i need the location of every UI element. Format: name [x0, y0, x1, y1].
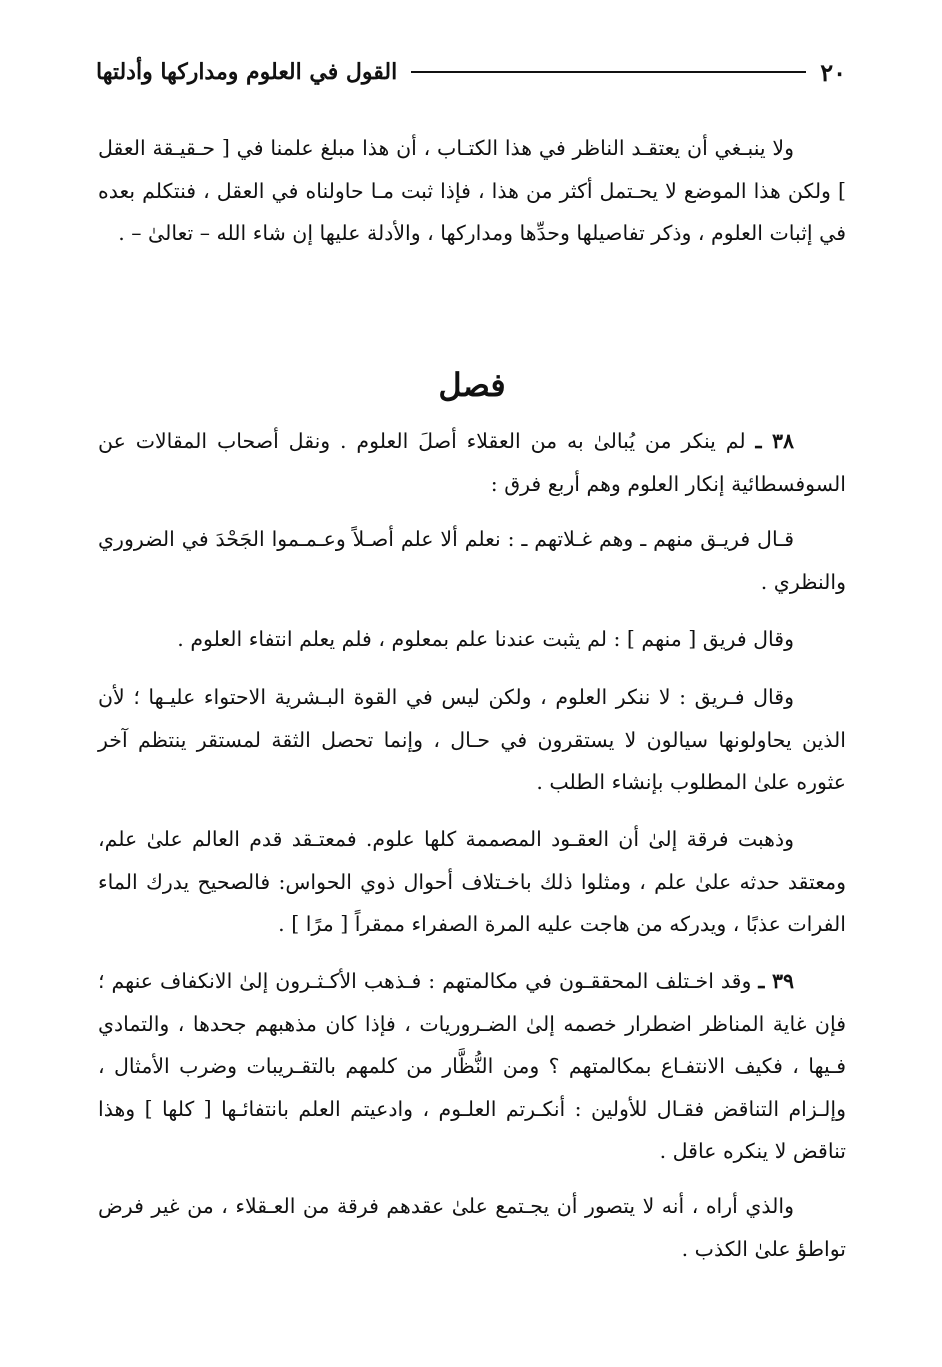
paragraph-intro: ولا ينبـغي أن يعتقـد الناظر في هذا الكتـاب ، أن هذا مبلغ علمنا في [ حـقيـقة العقل ] ولكن هذا الموضع لا يحـتمل أكثر من هذا ، فإذا ثبت مـا حاولناه في العقل ، فنتكلم بعده في إثبات العلوم ، وذكر تفاصيلها وحدِّها ومداركها ، والأدلة عليها إن شاء الله – تعالىٰ – .	[98, 136, 846, 245]
paragraph-third-group: وقال فـريق : لا ننكر العلوم ، ولكن ليس في القوة البـشرية الاحتواء عليـها ؛ لأن الذين يحاولونها سيالون لا يستقرون في حـال ، وإنما تحصل الثقة لمستقر ينتظم آخر عثوره علىٰ المطلوب بإنشاء الطلب .	[98, 685, 846, 794]
header-rule	[411, 71, 806, 73]
paragraph-39	[98, 960, 846, 1173]
running-header	[96, 52, 846, 92]
paragraph-38	[98, 420, 846, 505]
paragraph-39-text: وقد اخـتلف المحققـون في مكالمتهم : فـذهب الأكـثـرون إلىٰ الانكفاف عنهم ؛ فإن غاية المناظر اضطرار خصمه إلىٰ الضـروريات ، فإذا كان مذهبهم جحدها ، والتمادي فـيها ، فكيف الانتفـاع بمكالمتهم ؟ ومن النُّظَّار من كلمهم بالتقـريبات وضرب الأمثال ، وإلـزام التناقض فقـال للأولين : أنكـرتم العلـوم ، وادعيتم العلم بانتفائـها [ كلها ] وهذا تناقض لا ينكره عاقل .	[98, 969, 846, 1163]
paragraph-closing: والذي أراه ، أنه لا يتصور أن يجـتمع علىٰ عقدهم فرقة من العـقلاء ، من غير فرض تواطؤ علىٰ الكذب .	[98, 1194, 846, 1261]
section-heading: فصل	[438, 366, 506, 404]
paragraph-second-group: وقال فريق [ منهم ] : لم يثبت عندنا علم بمعلوم ، فلم يعلم انتفاء العلوم .	[177, 627, 794, 651]
paragraph-fourth-group: وذهبت فرقة إلىٰ أن العقـود المصممة كلها علوم. فمعتـقد قدم العالم علىٰ علم، ومعتقد حدثه علىٰ علم ، ومثلوا ذلك باخـتلاف أحوال ذوي الحواس: فالصحيح يدرك الماء الفرات عذبًا ، ويدركه من هاجت عليه المرة الصفراء ممقراً [ مرًا ] .	[98, 827, 846, 936]
paragraph-38-text: لم ينكر من يُبالىٰ به من العقلاء أصلَ العلوم . ونقل أصحاب المقالات عن السوفسطائية إنكار العلوم وهم أربع فرق :	[98, 429, 846, 496]
running-title: القول في العلوم ومداركها وأدلتها	[96, 59, 398, 85]
paragraph-first-group: قـال فريـق منهم ـ وهم غـلاتهم ـ : نعلم ألا علم أصـلاً وعـمـموا الجَحْدَ في الضروري والنظري .	[98, 527, 846, 594]
page-number: ٢٠	[820, 57, 846, 87]
paragraph-number-39: ٣٩ ـ	[758, 969, 794, 993]
paragraph-number-38: ٣٨ ـ	[755, 429, 794, 453]
